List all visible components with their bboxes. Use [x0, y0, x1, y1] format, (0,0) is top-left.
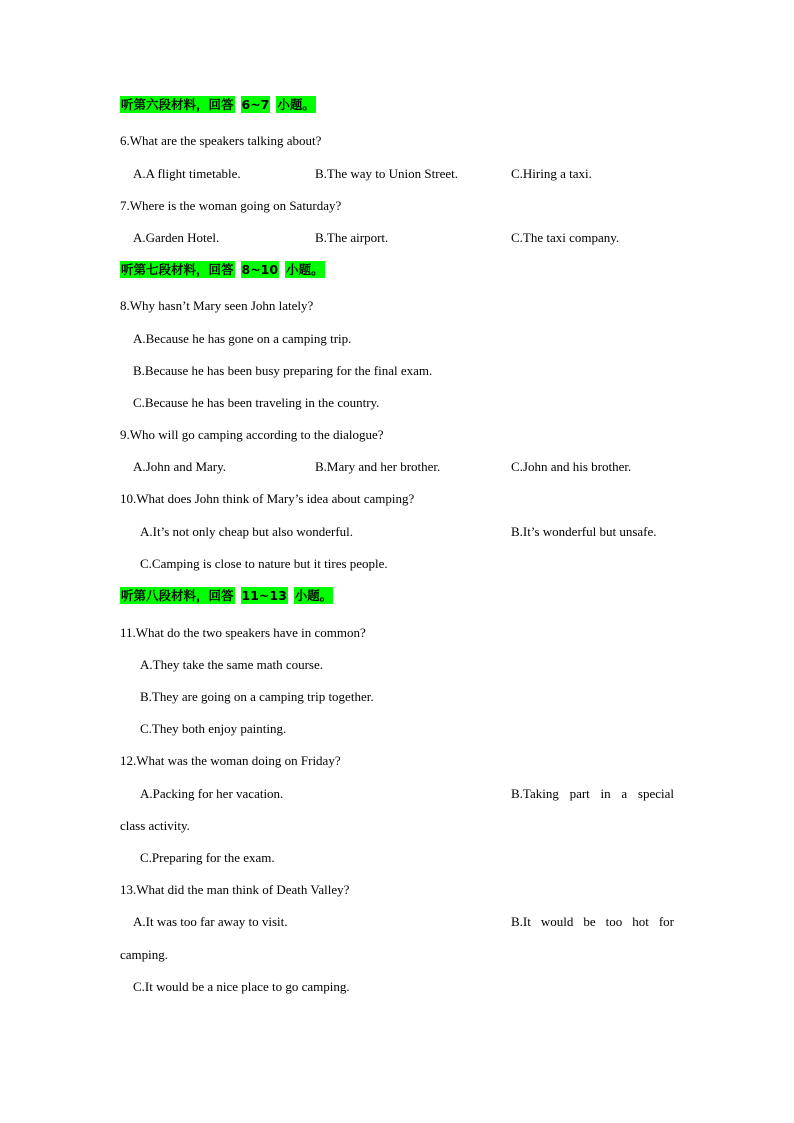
question-6-stem: 6.What are the speakers talking about?: [120, 133, 322, 148]
question-10-stem: 10.What does John think of Mary’s idea about camping?: [120, 491, 415, 506]
question-13-option-b-continued: camping.: [120, 947, 169, 962]
question-7-option-c[interactable]: C.The taxi company.: [511, 230, 620, 245]
question-8-stem: 8.Why hasn’t Mary seen John lately?: [120, 298, 314, 313]
question-11-option-c[interactable]: C.They both enjoy painting.: [140, 721, 287, 736]
question-9-option-c[interactable]: C.John and his brother.: [511, 459, 632, 474]
question-7-option-b[interactable]: B.The airport.: [315, 230, 389, 245]
question-6-option-c[interactable]: C.Hiring a taxi.: [511, 166, 592, 181]
question-10-option-b[interactable]: B.It’s wonderful but unsafe.: [511, 524, 657, 539]
question-13-option-b[interactable]: B.It would be too hot for: [511, 914, 674, 929]
question-9-stem: 9.Who will go camping according to the dialogue?: [120, 427, 384, 442]
question-9-option-b[interactable]: B.Mary and her brother.: [315, 459, 441, 474]
question-8-option-b[interactable]: B.Because he has been busy preparing for the final exam.: [133, 363, 433, 378]
question-11-stem: 11.What do the two speakers have in common?: [120, 625, 366, 640]
question-9-option-a[interactable]: A.John and Mary.: [133, 459, 227, 474]
section-header-range: 8~10: [241, 262, 279, 277]
question-12-option-b-continued: class activity.: [120, 818, 190, 833]
question-12-option-a[interactable]: A.Packing for her vacation.: [140, 786, 284, 801]
question-11-option-b[interactable]: B.They are going on a camping trip together.: [140, 689, 374, 704]
question-13-option-c[interactable]: C.It would be a nice place to go camping.: [133, 979, 350, 994]
section-header-prefix: 听第六段材料，回答: [121, 97, 234, 112]
section-header-prefix: 听第七段材料，回答: [121, 262, 234, 277]
section-header-suffix: 小题。: [286, 262, 324, 277]
question-7-stem: 7.Where is the woman going on Saturday?: [120, 198, 342, 213]
section-header-prefix: 听第八段材料，回答: [121, 588, 234, 603]
question-10-option-c[interactable]: C.Camping is close to nature but it tires people.: [140, 556, 388, 571]
section-header-11-13: [120, 588, 333, 604]
question-12-option-c[interactable]: C.Preparing for the exam.: [140, 850, 275, 865]
section-header-suffix: 小题。: [294, 588, 333, 603]
section-header-8-10: [120, 262, 325, 278]
question-13-option-a[interactable]: A.It was too far away to visit.: [133, 914, 288, 929]
question-6-option-b[interactable]: B.The way to Union Street.: [315, 166, 458, 181]
section-header-suffix: 小题。: [277, 97, 315, 112]
question-6-option-a[interactable]: A.A flight timetable.: [133, 166, 241, 181]
section-header-6-7: [120, 97, 316, 113]
question-8-option-a[interactable]: A.Because he has gone on a camping trip.: [133, 331, 352, 346]
question-11-option-a[interactable]: A.They take the same math course.: [140, 657, 324, 672]
question-7-option-a[interactable]: A.Garden Hotel.: [133, 230, 220, 245]
section-header-range: 6~7: [241, 97, 270, 112]
question-12-stem: 12.What was the woman doing on Friday?: [120, 753, 341, 768]
question-12-option-b[interactable]: B.Taking part in a special: [511, 786, 674, 801]
question-8-option-c[interactable]: C.Because he has been traveling in the country.: [133, 395, 380, 410]
section-header-range: 11~13: [241, 588, 287, 603]
question-10-option-a[interactable]: A.It’s not only cheap but also wonderful.: [140, 524, 354, 539]
question-13-stem: 13.What did the man think of Death Valley?: [120, 882, 350, 897]
